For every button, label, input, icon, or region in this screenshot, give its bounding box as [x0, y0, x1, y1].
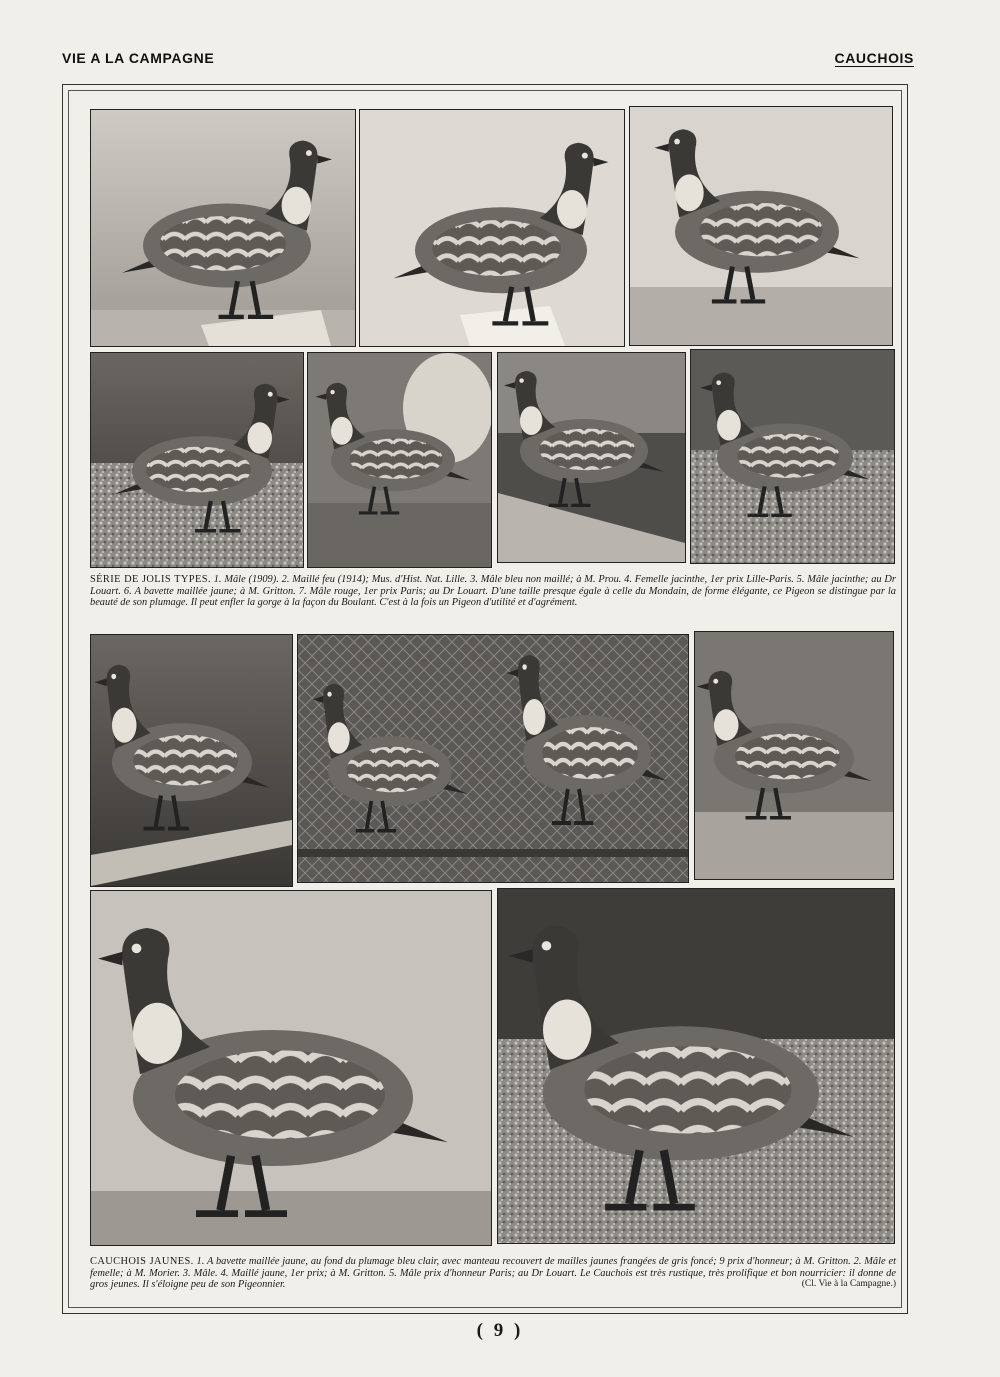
pigeon-photo-8 [90, 634, 293, 887]
pigeon-photo-5 [307, 352, 492, 568]
running-header-left [62, 50, 214, 66]
pigeon-photo-3 [629, 106, 893, 346]
running-header-left-text: VIE A LA CAMPAGNE [62, 50, 215, 66]
caption2-lead: CAUCHOIS JAUNES. [90, 1256, 194, 1267]
pigeon-photo-10 [694, 631, 894, 880]
running-header-right [835, 50, 914, 67]
pigeon-photo-2 [359, 109, 625, 347]
photo-credit: (Cl. Vie à la Campagne.) [801, 1279, 896, 1290]
pigeon-photo-12 [497, 888, 895, 1244]
running-header-right-text: CAUCHOIS [834, 50, 914, 66]
pigeon-photo-1 [90, 109, 356, 347]
pigeon-photo-9 [297, 634, 689, 883]
page-number: ( 9 ) [476, 1320, 524, 1341]
caption-cauchois-jaunes [90, 1256, 896, 1291]
caption2-text: 1. A bavette maillée jaune, au fond du plumage bleu clair, avec manteau recouvert de mailles jaunes frangées de gris foncé; 9 prix d'honneur; à M. Gritton. 2. Mâle et femelle; à M. Morier. 3. Mâle. 4. Maillé jaune, 1er prix; à M. Gritton. 5. Mâle prix d'honneur Paris; au Dr Louart. Le Cauchois est très rustique, très prolifique et bon nourricier: il donne de gros jeunes. Il s'éloigne peu de son Pigeonnier. [90, 1256, 896, 1291]
caption1-text: 1. Mâle (1909). 2. Maillé feu (1914); Mus. d'Hist. Nat. Lille. 3. Mâle bleu non maillé; à M. Prou. 4. Femelle jacinthe, 1er prix Lille-Paris. 5. Mâle jacinthe; au Dr Louart. 6. A bavette maillée jaune; à M. Gritton. 7. Mâle rouge, 1er prix Paris; au Dr Louart. D'une taille presque égale à celle du Mondain, de forme élégante, ce Pigeon se distingue par la beauté de son plumage. Il peut enfler la gorge à la façon du Boulant. C'est à la fois un Pigeon d'utilité et d'agrément. [90, 574, 896, 609]
pigeon-photo-7 [690, 349, 895, 564]
pigeon-photo-6 [497, 352, 686, 563]
pigeon-photo-4 [90, 352, 304, 568]
caption1-lead: SÉRIE DE JOLIS TYPES. [90, 574, 211, 585]
caption-serie-de-jolis-types [90, 574, 896, 609]
pigeon-photo-11 [90, 890, 492, 1246]
